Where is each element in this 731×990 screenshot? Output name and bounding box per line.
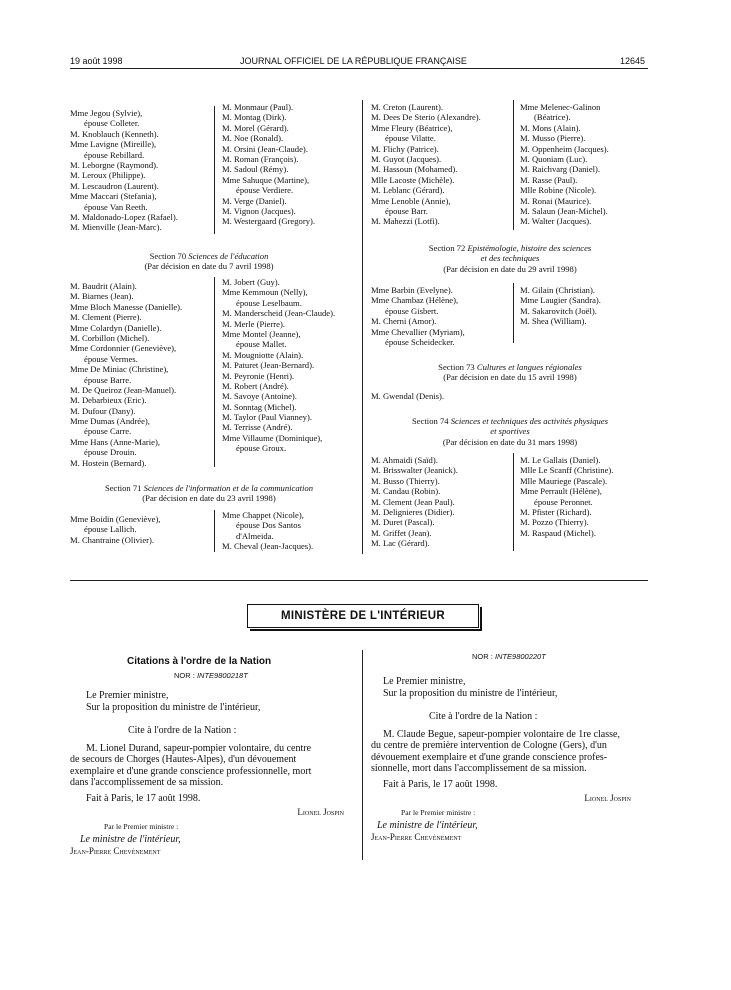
name-entry: Mme Melenec-Galinon bbox=[520, 102, 601, 112]
section-heading bbox=[70, 251, 348, 272]
name-entry: épouse Barre. bbox=[84, 374, 132, 385]
name-entry: M. Peyronie (Henri). bbox=[222, 370, 295, 381]
section-title: Epistémologie, histoire des sciences bbox=[467, 243, 592, 253]
name-entry: M. Delignieres (Didier). bbox=[371, 506, 455, 517]
journal-title: JOURNAL OFFICIEL DE LA RÉPUBLIQUE FRANÇAISE bbox=[240, 56, 467, 66]
name-entry: M. Orsini (Jean-Claude). bbox=[222, 143, 308, 154]
citations-title: Citations à l'ordre de la Nation bbox=[127, 656, 272, 667]
name-entry: épouse Rebillard. bbox=[84, 149, 145, 160]
section-heading bbox=[371, 243, 649, 274]
section-number: Section 70 bbox=[149, 251, 187, 261]
names-list bbox=[70, 514, 160, 545]
name-entry: d'Almeida. bbox=[236, 530, 274, 541]
name-entry: épouse Lallich. bbox=[84, 524, 137, 535]
name-entry: Mlle Lacoste (Michèle). bbox=[371, 174, 455, 185]
name-entry: M. Corbillon (Michel). bbox=[70, 332, 150, 343]
half-divider bbox=[362, 650, 363, 860]
name-entry: M. Knoblauch (Kenneth). bbox=[70, 128, 159, 139]
name-entry: M. Cherni (Amor). bbox=[371, 316, 437, 327]
name-entry: M. Busso (Thierry). bbox=[371, 475, 440, 486]
name-entry: M. Flichy (Patrice). bbox=[371, 143, 439, 154]
section-decision: (Par décision en date du 7 avril 1998) bbox=[144, 261, 274, 272]
name-entry: Mme Barbin (Evelyne). bbox=[371, 285, 453, 295]
name-entry: M. Manderscheid (Jean-Claude). bbox=[222, 308, 336, 319]
name-entry: M. Griffet (Jean). bbox=[371, 527, 432, 538]
name-entry: M. Raichvarg (Daniel). bbox=[520, 164, 601, 175]
name-entry: Mme Chevallier (Myriam), bbox=[371, 326, 465, 337]
citation-right: Le Premier ministre, Sur la proposition du ministre de l'intérieur, Cite à l'ordre de la Nation : M. Claude Begue, sapeur-pompier volontaire de 1re classe, du centre de première intervention de Cologne (Gers), d'un dévouement exemplaire et d'une grande conscience profes- sionnelle, mort dans l'accomplissement de sa mission. Fait à Paris, le 17 août 1998. Lionel Jospin Par le Premier ministre : Le ministre de l'intérieur, Jean-Pierre Chevènement bbox=[371, 676, 655, 843]
name-entry: Mme Hans (Anne-Marie), bbox=[70, 436, 160, 447]
name-entry: M. Guyot (Jacques). bbox=[371, 153, 442, 164]
names-list bbox=[70, 281, 182, 468]
name-entry: Mme Chappet (Nicole), bbox=[222, 510, 304, 520]
section-title: Sciences de l'éducation bbox=[188, 251, 269, 261]
name-entry: M. Le Gallais (Daniel). bbox=[520, 455, 601, 465]
minister-name: Jean-Pierre Chevènement bbox=[371, 831, 462, 842]
section-number: Section 73 bbox=[438, 362, 475, 372]
name-entry: M. Duret (Pascal). bbox=[371, 517, 435, 528]
name-entry: M. Robert (André). bbox=[222, 380, 289, 391]
names-list bbox=[222, 277, 335, 454]
name-entry: M. Walter (Jacques). bbox=[520, 216, 592, 227]
section-heading bbox=[70, 483, 348, 504]
name-entry: Mme Bloch Manesse (Danielle). bbox=[70, 301, 183, 312]
name-entry: M. De Queiroz (Jean-Manuel). bbox=[70, 384, 177, 395]
name-entry: M. Leborgne (Raymond). bbox=[70, 159, 159, 170]
section-title-cont: et sportives bbox=[490, 426, 530, 437]
name-entry: Mme Maccari (Stefania), bbox=[70, 191, 157, 202]
name-entry: épouse Vermes. bbox=[84, 353, 138, 364]
ministry-title: MINISTÈRE DE L'INTÉRIEUR bbox=[281, 610, 445, 622]
name-entry: M. Rasse (Paul). bbox=[520, 174, 578, 185]
name-entry: M. Clement (Jean Paul). bbox=[371, 496, 455, 507]
name-entry: M. Vignon (Jacques). bbox=[222, 205, 296, 216]
name-entry: épouse Colleter. bbox=[84, 118, 140, 129]
name-entry: M. Maldonado-Lopez (Rafael). bbox=[70, 211, 178, 222]
section-title: Cultures et langues régionales bbox=[476, 362, 582, 372]
name-entry: Mlle Le Scanff (Christine). bbox=[520, 465, 614, 476]
names-list bbox=[520, 102, 609, 227]
name-entry: M. Gwendal (Denis). bbox=[371, 391, 445, 401]
name-entry: M. Terrisse (André). bbox=[222, 422, 293, 433]
section-decision: (Par décision en date du 15 avril 1998) bbox=[443, 372, 577, 383]
name-entry: M. Taylor (Paul Vianney). bbox=[222, 412, 312, 423]
name-entry: Mme Dumas (Andrée), bbox=[70, 416, 150, 427]
names-list bbox=[371, 102, 481, 227]
signer: Lionel Jospin bbox=[297, 807, 344, 817]
name-entry: M. Ahmaidi (Saïd). bbox=[371, 455, 438, 465]
name-entry: M. Cheval (Jean-Jacques). bbox=[222, 541, 314, 552]
name-entry: épouse Verdiere. bbox=[236, 185, 294, 196]
column-divider bbox=[214, 510, 215, 552]
name-entry: M. Leblanc (Gérard). bbox=[371, 185, 445, 196]
name-entry: épouse Groux. bbox=[236, 443, 287, 454]
name-entry: M. Baudrit (Alain). bbox=[70, 281, 137, 291]
name-entry: épouse Peronnet. bbox=[534, 496, 593, 507]
name-entry: Mme Boidin (Geneviève), bbox=[70, 514, 161, 524]
column-divider bbox=[513, 100, 514, 230]
names-list bbox=[222, 510, 313, 552]
section-title: Sciences et techniques des activités physiques bbox=[450, 416, 608, 426]
section-title-cont: et des techniques bbox=[480, 253, 540, 264]
name-entry: M. Quoniam (Luc). bbox=[520, 153, 588, 164]
name-entry: M. Roman (François). bbox=[222, 153, 299, 164]
section-separator bbox=[70, 580, 648, 581]
name-entry: M. Sonntag (Michel). bbox=[222, 401, 297, 412]
name-entry: épouse Mallet. bbox=[236, 339, 287, 350]
name-entry: Mme Montel (Jeanne), bbox=[222, 328, 301, 339]
name-entry: M. Dufour (Dany). bbox=[70, 405, 136, 416]
name-entry: M. Noe (Ronald). bbox=[222, 133, 284, 144]
name-entry: Mme Villaume (Dominique), bbox=[222, 432, 323, 443]
names-list bbox=[520, 285, 601, 327]
name-entry: épouse Gisbert. bbox=[385, 305, 439, 316]
name-entry: M. Monmaur (Paul). bbox=[222, 102, 294, 112]
name-entry: M. Biarnes (Jean). bbox=[70, 291, 134, 302]
section-number: Section 72 bbox=[428, 243, 466, 253]
section-heading bbox=[371, 416, 649, 447]
name-entry: M. Lac (Gérard). bbox=[371, 538, 430, 549]
name-entry: Mme Lenoble (Annie), bbox=[371, 195, 451, 206]
name-entry: M. Savoye (Antoine). bbox=[222, 391, 297, 402]
name-entry: M. Paturet (Jean-Bernard). bbox=[222, 360, 315, 371]
name-entry: M. Mahezzi (Lotfi). bbox=[371, 216, 440, 227]
section-title: Sciences de l'information et de la communication bbox=[143, 483, 314, 493]
column-divider bbox=[214, 106, 215, 234]
nor-reference: NOR : INTE9800220T bbox=[472, 652, 546, 661]
citation-left: Le Premier ministre, Sur la proposition du ministre de l'intérieur, Cite à l'ordre de la Nation : M. Lionel Durand, sapeur-pompier volontaire, du centre de secours de Chorges (Hautes-Alpes), d'un dévouement exemplaire et d'une grande conscience professionnelle, mort dans l'accomplissement de sa mission. Fait à Paris, le 17 août 1998. Lionel Jospin Par le Premier ministre : Le ministre de l'intérieur, Jean-Pierre Chevènement bbox=[70, 690, 354, 857]
name-entry: épouse Drouin. bbox=[84, 447, 137, 458]
names-list bbox=[371, 455, 458, 549]
name-entry: M. Jobert (Guy). bbox=[222, 277, 280, 287]
name-entry: Mme Chambaz (Hélène), bbox=[371, 295, 459, 306]
section-decision: (Par décision en date du 31 mars 1998) bbox=[442, 436, 578, 447]
name-entry: Mlle Robine (Nicole). bbox=[520, 185, 597, 196]
name-entry: Mme Sahuque (Martine), bbox=[222, 174, 310, 185]
name-entry: M. Leroux (Philippe). bbox=[70, 170, 146, 181]
section-decision: (Par décision en date du 29 avril 1998) bbox=[443, 263, 577, 274]
name-entry: M. Merle (Pierre). bbox=[222, 318, 285, 329]
name-entry: M. Montag (Dirk). bbox=[222, 112, 287, 123]
name-entry: M. Clement (Pierre). bbox=[70, 312, 142, 323]
half-divider bbox=[362, 100, 363, 554]
column-divider bbox=[214, 277, 215, 467]
name-entry: Mme Fleury (Béatrice), bbox=[371, 122, 453, 133]
name-entry: M. Sadoul (Rémy). bbox=[222, 164, 289, 175]
name-entry: M. Pfister (Richard). bbox=[520, 506, 592, 517]
section-number: Section 71 bbox=[104, 483, 142, 493]
name-entry: M. Musso (Pierre). bbox=[520, 133, 586, 144]
name-entry: M. Gilain (Christian). bbox=[520, 285, 595, 295]
name-entry: M. Pozzo (Thierry). bbox=[520, 517, 589, 528]
section-number: Section 74 bbox=[412, 416, 449, 426]
name-entry: M. Raspaud (Michel). bbox=[520, 527, 596, 538]
name-entry: M. Ronai (Maurice). bbox=[520, 195, 592, 206]
name-entry: épouse Leselbaum. bbox=[236, 297, 302, 308]
name-entry: Mme De Miniac (Christine), bbox=[70, 364, 169, 375]
name-entry: M. Lescaudron (Laurent). bbox=[70, 180, 159, 191]
names-list bbox=[371, 285, 465, 347]
page-date: 19 août 1998 bbox=[70, 56, 123, 66]
column-divider bbox=[513, 453, 514, 551]
name-entry: M. Sakarovitch (Joël). bbox=[520, 305, 597, 316]
name-entry: Mme Jegou (Sylvie), bbox=[70, 108, 143, 118]
name-entry: M. Westergaard (Gregory). bbox=[222, 216, 316, 227]
name-entry: M. Chantraine (Olivier). bbox=[70, 534, 155, 545]
section-heading bbox=[371, 362, 649, 383]
name-entry: M. Creton (Laurent). bbox=[371, 102, 444, 112]
nor-reference: NOR : INTE9800218T bbox=[174, 671, 248, 680]
name-entry: M. Debarbieux (Eric). bbox=[70, 395, 147, 406]
name-entry: M. Hassoun (Mohamed). bbox=[371, 164, 458, 175]
names-list bbox=[520, 455, 613, 538]
names-list bbox=[222, 102, 315, 227]
name-entry: M. Mougniotte (Alain). bbox=[222, 349, 304, 360]
name-entry: M. Brisswalter (Jeanick). bbox=[371, 465, 458, 476]
section-decision: (Par décision en date du 23 avril 1998) bbox=[142, 493, 276, 504]
name-entry: M. Candau (Robin). bbox=[371, 486, 441, 497]
name-entry: Mme Colardyn (Danielle). bbox=[70, 322, 162, 333]
name-entry: Mme Perrault (Hélène), bbox=[520, 486, 602, 497]
column-divider bbox=[513, 283, 514, 343]
name-entry: M. Verge (Daniel). bbox=[222, 195, 287, 206]
name-entry: Mme Kemmoun (Nelly), bbox=[222, 287, 308, 298]
name-entry: (Béatrice). bbox=[534, 112, 571, 123]
name-entry: M. Dees De Sterio (Alexandre). bbox=[371, 112, 481, 123]
name-entry: épouse Van Reeth. bbox=[84, 201, 148, 212]
page-number: 12645 bbox=[620, 56, 646, 66]
name-entry: M. Mons (Alain). bbox=[520, 122, 581, 133]
name-entry: épouse Dos Santos bbox=[236, 520, 301, 531]
name-entry: M. Mienville (Jean-Marc). bbox=[70, 222, 162, 233]
name-entry: épouse Vilatte. bbox=[385, 133, 436, 144]
name-entry: M. Salaun (Jean-Michel). bbox=[520, 205, 608, 216]
name-entry: M. Hostein (Bernard). bbox=[70, 457, 147, 468]
name-entry: Mlle Mauriege (Pascale). bbox=[520, 475, 608, 486]
name-entry: Mme Laugier (Sandra). bbox=[520, 295, 601, 306]
names-list bbox=[70, 108, 178, 233]
minister-name: Jean-Pierre Chevènement bbox=[70, 845, 161, 856]
signer: Lionel Jospin bbox=[584, 793, 631, 803]
name-entry: épouse Scheidecker. bbox=[385, 336, 455, 347]
name-entry: M. Morel (Gérard). bbox=[222, 122, 289, 133]
name-entry: épouse Barr. bbox=[385, 205, 428, 216]
name-entry: épouse Carre. bbox=[84, 426, 132, 437]
name-entry: M. Oppenheim (Jacques). bbox=[520, 143, 609, 154]
name-entry: Mme Cordonnier (Geneviève), bbox=[70, 343, 177, 354]
ministry-banner bbox=[247, 604, 479, 628]
name-entry: M. Shea (William). bbox=[520, 316, 587, 327]
header-rule bbox=[70, 68, 648, 69]
name-entry: Mme Lavigne (Mireille), bbox=[70, 139, 157, 150]
names-list bbox=[371, 391, 444, 401]
